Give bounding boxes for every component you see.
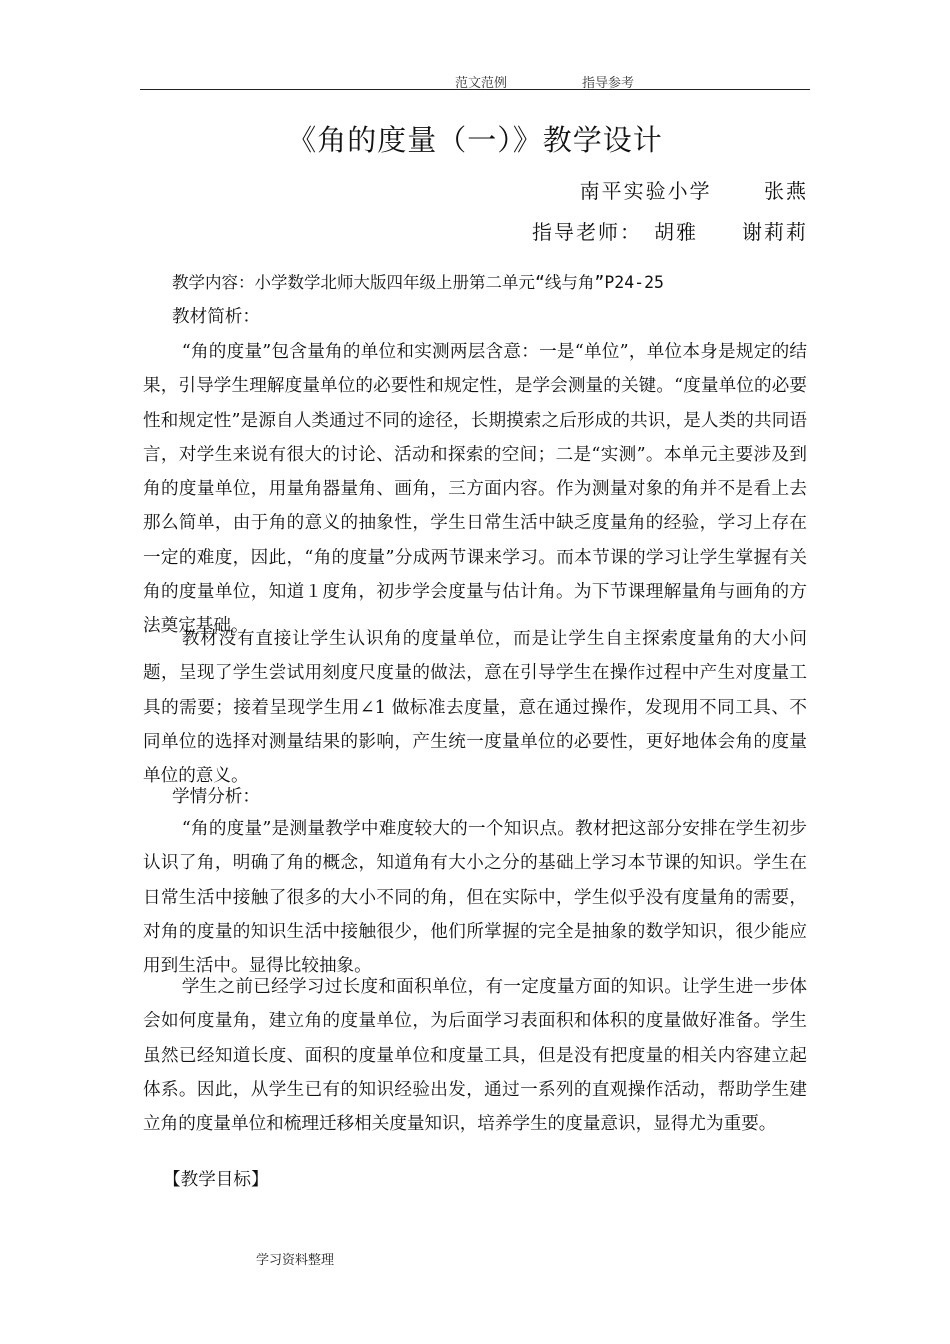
material-paragraph-2: 教材没有直接让学生认识角的度量单位，而是让学生自主探索度量角的大小问题，呈现了学生尝试用刻度尺度量的做法，意在引导学生在操作过程中产生对度量工具的需要；接着呈现学生用∠1 做标准去度量，意在通过操作，发现用不同工具、不同单位的选择对测量结果的影响，产生统一度量单位的必要性，更好地体会角的度量单位的意义。 (143, 629, 807, 787)
student-paragraph-2: 学生之前已经学习过长度和面积单位，有一定度量方面的知识。让学生进一步体会如何度量角，建立角的度量单位，为后面学习表面积和体积的度量做好准备。学生虽然已经知道长度、面积的度量单位和度量工具，但是没有把度量的相关内容建立起体系。因此，从学生已有的知识经验出发，通过一系列的直观操作活动，帮助学生建立角的度量单位和梳理迁移相关度量知识，培养学生的度量意识，显得尤为重要。 (143, 977, 807, 1135)
content-line: 教学内容：小学数学北师大版四年级上册第二单元“线与角”P24-25 (172, 273, 664, 292)
student-heading: 学情分析： (172, 787, 260, 807)
advisor-line: 指导老师： 胡雅 谢莉莉 (532, 220, 808, 244)
student-paragraph-1: “角的度量”是测量教学中难度较大的一个知识点。教材把这部分安排在学生初步认识了角，明确了角的概念，知道角有大小之分的基础上学习本节课的知识。学生在日常生活中接触了很多的大小不同的角，但在实际中，学生似乎没有度量角的需要，对角的度量的知识生活中接触很少，他们所掌握的完全是抽象的数学知识，很少能应用到生活中。显得比较抽象。 (143, 819, 807, 977)
header-rule (140, 89, 810, 90)
material-heading: 教材简析： (172, 307, 260, 327)
material-paragraph-1: “角的度量”包含量角的单位和实测两层含意：一是“单位”，单位本身是规定的结果，引导学生理解度量单位的必要性和规定性，是学会测量的关键。“度量单位的必要性和规定性”是源自人类通过不同的途径，长期摸索之后形成的共识，是人类的共同语言，对学生来说有很大的讨论、活动和探索的空间；二是“实测”。本单元主要涉及到角的度量单位，用量角器量角、画角，三方面内容。作为测量对象的角并不是看上去那么简单，由于角的意义的抽象性，学生日常生活中缺乏度量角的经验，学习上存在一定的难度，因此，“角的度量”分成两节课来学习。而本节课的学习让学生掌握有关角的度量单位，知道１度角，初步学会度量与估计角。为下节课理解量角与画角的方法奠定基础。 (143, 342, 807, 637)
header-left: 范文范例 (455, 76, 508, 91)
author-line: 南平实验小学 张燕 (579, 179, 808, 203)
header-right: 指导参考 (582, 76, 635, 91)
page-title: 《角的度量（一）》教学设计 (287, 123, 663, 157)
footer-text: 学习资料整理 (256, 1253, 335, 1268)
objective-heading: 【教学目标】 (163, 1170, 269, 1190)
